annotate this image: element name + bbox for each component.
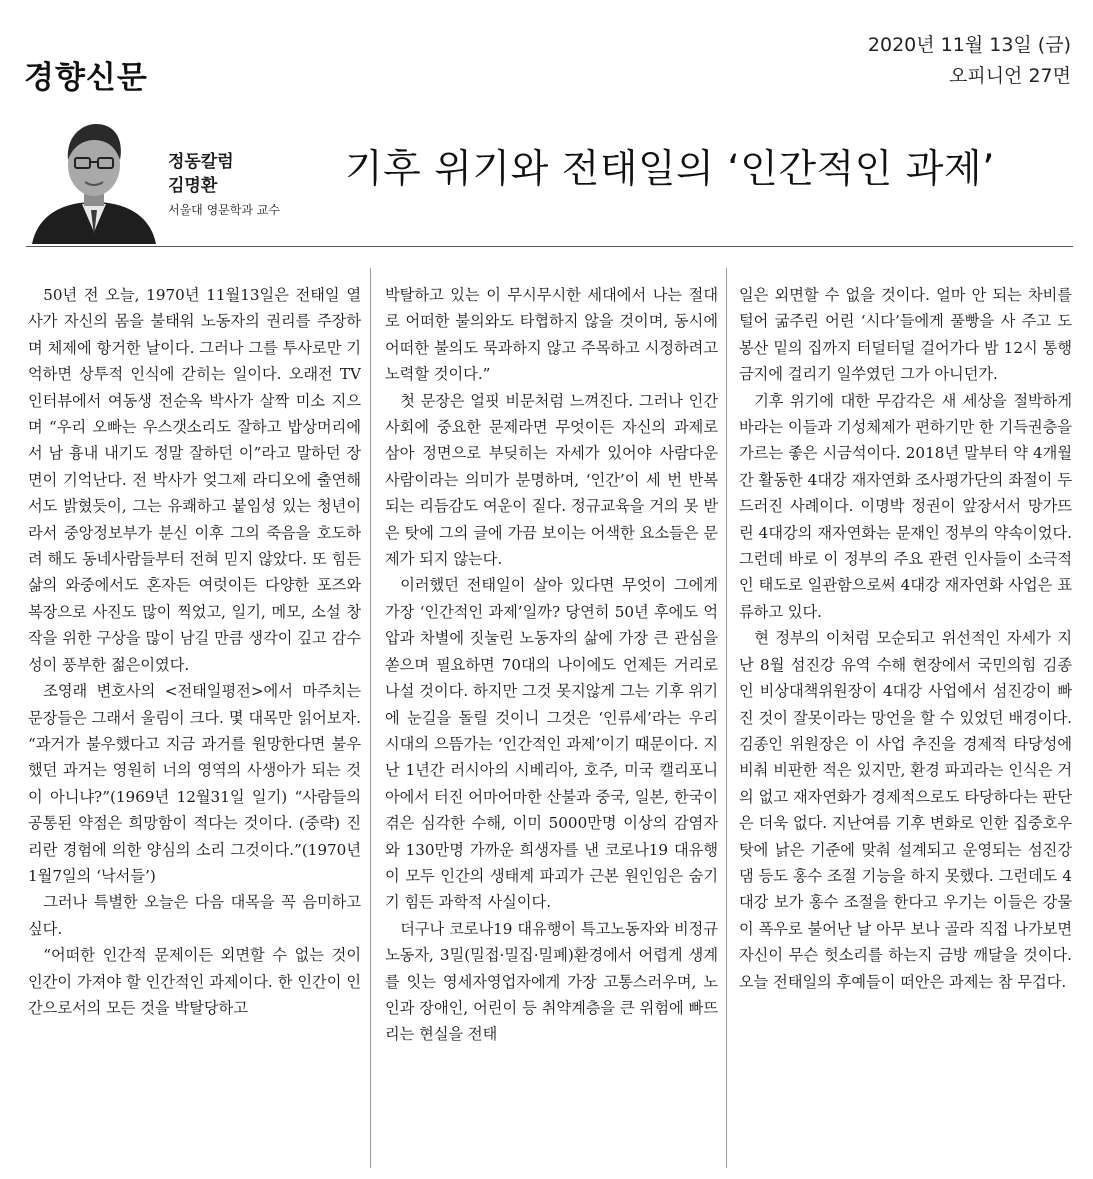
paragraph: 기후 위기에 대한 무감각은 새 세상을 절박하게 바라는 이들과 기성체제가 편하기만 한 기득권층을 가르는 좋은 시금석이다. 2018년 말부터 약 4개월간 활동한 4대강 재자연화 조사평가단의 좌절이 두드러진 사례이다. 이명박 정권이 앞장서서 망가뜨린 4대강의 재자연화는 문재인 정부의 약속이었다. 그런데 바로 이 정부의 주요 관련 인사들이 소극적인 태도로 일관함으로써 4대강 재자연화 사업은 표류하고 있다.	[739, 391, 1072, 621]
column-divider	[726, 268, 727, 1168]
article-column-2	[385, 282, 718, 1168]
column-divider	[370, 268, 371, 1168]
article-column-1	[28, 282, 361, 1168]
paragraph: 50년 전 오늘, 1970년 11월13일은 전태일 열사가 자신의 몸을 불태워 노동자의 권리를 주장하며 체제에 항거한 날이다. 그러나 그를 투사로만 기억하면 상투적 인식에 갇히는 일이다. 오래전 TV 인터뷰에서 여동생 전순옥 박사가 살짝 미소 지으며 “우리 오빠는 우스갯소리도 잘하고 밥상머리에서 남 흉내 내기도 정말 잘하던 이”라고 말하던 장면이 기억난다. 전 박사가 엊그제 라디오에 출연해서도 밝혔듯이, 그는 유쾌하고 붙임성 있는 청년이라서 중앙정보부가 분신 이후 그의 죽음을 호도하려 해도 동네사람들부터 전혀 믿지 않았다. 또 힘든 삶의 와중에서도 혼자든 여럿이든 다양한 포즈와 복장으로 사진도 많이 찍었고, 일기, 메모, 소설 창작을 위한 구상을 많이 남길 만큼 생각이 깊고 감수성이 풍부한 젊은이였다.	[28, 286, 361, 674]
author-title: 서울대 영문학과 교수	[168, 203, 280, 217]
byline	[168, 150, 280, 220]
paragraph: 조영래 변호사의 <전태일평전>에서 마주치는 문장들은 그래서 울림이 크다. 몇 대목만 읽어보자. “과거가 불우했다고 지금 과거를 원망한다면 불우했던 과거는 영원히 너의 영역의 사생아가 되는 것이 아니냐?”(1969년 12월31일 일기) “사람들의 공통된 약점은 희망함이 적다는 것이다. (중략) 진리란 경험에 의한 양심의 소리 그것이다.”(1970년 1월7일의 ‘낙서들’)	[28, 682, 361, 885]
paragraph: 그러나 특별한 오늘은 다음 대목을 꼭 음미하고 싶다.	[28, 893, 361, 938]
paragraph: 이러했던 전태일이 살아 있다면 무엇이 그에게 가장 ‘인간적인 과제’일까? 당연히 50년 후에도 억압과 차별에 짓눌린 노동자의 삶에 가장 큰 관심을 쏟으며 필요하면 70대의 나이에도 언제든 거리로 나설 것이다. 하지만 그것 못지않게 그는 기후 위기에 눈길을 돌릴 것이니 그것은 ‘인류세’라는 우리 시대의 으뜸가는 ‘인간적인 과제’이기 때문이다. 지난 1년간 러시아의 시베리아, 호주, 미국 캘리포니아에서 터진 어마어마한 산불과 중국, 일본, 한국이 겪은 심각한 수해, 이미 5000만명 이상의 감염자와 130만명 가까운 희생자를 낸 코로나19 대유행이 모두 인간의 생태계 파괴가 근본 원인임은 숨기기 힘든 과학적 사실이다.	[385, 576, 718, 912]
paragraph: 첫 문장은 얼핏 비문처럼 느껴진다. 그러나 인간 사회에 중요한 문제라면 무엇이든 자신의 과제로 삼아 정면으로 부딪히는 자세가 있어야 사람다운 사람이라는 의미가 분명하며, ‘인간’이 세 번 반복되는 리듬감도 여운이 짙다. 정규교육을 거의 못 받은 탓에 그의 글에 가끔 보이는 어색한 요소들은 문제가 되지 않는다.	[385, 391, 718, 569]
headline: 기후 위기와 전태일의 ‘인간적인 과제’	[345, 147, 995, 192]
author-photo	[28, 110, 160, 244]
author-name: 김명환	[168, 176, 218, 196]
section-page: 오피니언 27면	[949, 65, 1071, 87]
header-rule	[26, 246, 1073, 247]
paragraph: 박탈하고 있는 이 무시무시한 세대에서 나는 절대로 어떠한 불의와도 타협하지 않을 것이며, 동시에 어떠한 불의도 묵과하지 않고 주목하고 시정하려고 노력할 것이다.”	[385, 286, 718, 384]
author-portrait-image	[28, 110, 160, 244]
paragraph: 더구나 코로나19 대유행이 특고노동자와 비정규노동자, 3밀(밀접·밀집·밀폐)환경에서 어렵게 생계를 잇는 영세자영업자에게 가장 고통스러우며, 노인과 장애인, 어린이 등 취약계층을 큰 위험에 빠뜨리는 현실을 전태	[385, 919, 718, 1044]
paragraph: 현 정부의 이처럼 모순되고 위선적인 자세가 지난 8월 섬진강 유역 수해 현장에서 국민의힘 김종인 비상대책위원장이 4대강 사업에서 섬진강이 빠진 것이 잘못이라는 망언을 할 수 있었던 배경이다. 김종인 위원장은 이 사업 추진을 경제적 타당성에 비춰 비판한 적은 있지만, 환경 파괴라는 인식은 거의 없고 재자연화가 경제적으로도 타당하다는 판단은 더욱 없다. 지난여름 기후 변화로 인한 집중호우 탓에 낡은 기준에 맞춰 설계되고 운영되는 섬진강댐 등도 홍수 조절 기능을 하지 못했다. 그런데도 4대강 보가 홍수 조절을 한다고 우기는 이들은 강물이 폭우로 불어난 날 아무 보나 골라 직접 나가보면 자신이 무슨 헛소리를 하는지 금방 깨달을 것이다. 오늘 전태일의 후예들이 떠안은 과제는 참 무겁다.	[739, 629, 1072, 991]
newspaper-masthead: 경향신문	[24, 60, 148, 96]
dateline	[868, 30, 1071, 92]
publication-date: 2020년 11월 13일 (금)	[867, 34, 1071, 56]
paragraph: “어떠한 인간적 문제이든 외면할 수 없는 것이 인간이 가져야 할 인간적인 과제이다. 한 인간이 인간으로서의 모든 것을 박탈당하고	[28, 946, 361, 1017]
paragraph: 일은 외면할 수 없을 것이다. 얼마 안 되는 차비를 털어 굶주린 어린 ‘시다’들에게 풀빵을 사 주고 도봉산 밑의 집까지 터덜터덜 걸어가다 밤 12시 통행금지에 걸리기 일쑤였던 그가 아니던가.	[739, 286, 1072, 384]
article-column-3	[739, 282, 1072, 1168]
column-name: 정동칼럼	[168, 152, 234, 172]
